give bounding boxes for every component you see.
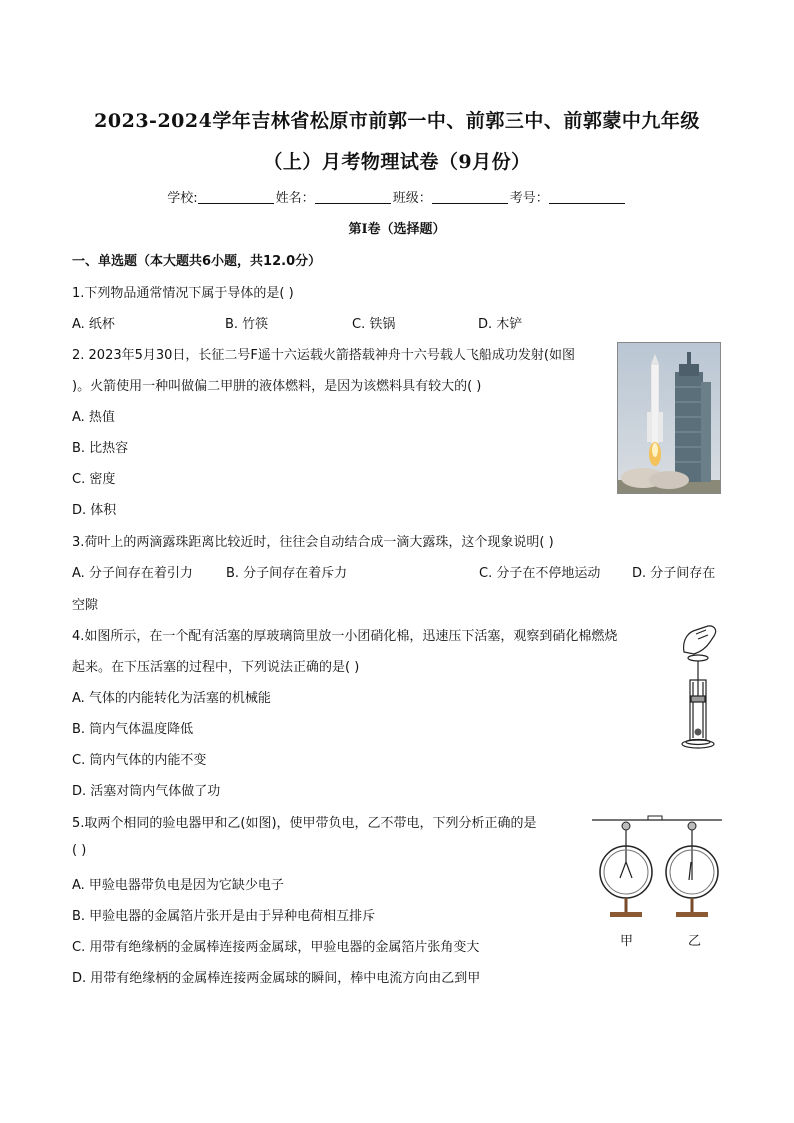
q3-option-b: B. 分子间存在着斥力: [226, 566, 348, 581]
q1-option-d: D. 木铲: [478, 317, 523, 332]
q5-stem-line1: 5.取两个相同的验电器甲和乙(如图)，使甲带负电，乙不带电，下列分析正确的是: [72, 816, 537, 831]
section-heading: 一、单选题（本大题共6小题，共12.0分）: [72, 254, 322, 269]
name-blank[interactable]: [315, 190, 391, 204]
name-label: 姓名：: [275, 191, 315, 206]
q3-stem: 3.荷叶上的两滴露珠距离比较近时，往往会自动结合成一滴大露珠，这个现象说明( ): [72, 535, 554, 550]
q2-option-c: C. 密度: [72, 472, 116, 487]
q4-option-c: C. 筒内气体的内能不变: [72, 753, 207, 768]
school-label: 学校:: [167, 191, 198, 206]
piston-cylinder-diagram: [676, 622, 722, 752]
q4-option-d: D. 活塞对筒内气体做了功: [72, 784, 221, 799]
class-label: 班级：: [392, 191, 432, 206]
exam-title-line2: （上）月考物理试卷（9月份）: [263, 151, 531, 173]
q5-stem-line2: ( ): [72, 843, 87, 858]
q5-option-a: A. 甲验电器带负电是因为它缺少电子: [72, 878, 284, 893]
student-info-row: [0, 187, 794, 206]
q3-option-c: C. 分子在不停地运动: [479, 566, 601, 581]
q4-option-a: A. 气体的内能转化为活塞的机械能: [72, 691, 271, 706]
q2-stem-line1: 2. 2023年5月30日，长征二号F遥十六运载火箭搭载神舟十六号载人飞船成功发射(如图: [72, 348, 575, 363]
q4-stem-line1: 4.如图所示，在一个配有活塞的厚玻璃筒里放一小团硝化棉，迅速压下活塞，观察到硝化棉燃烧: [72, 629, 618, 644]
q2-option-b: B. 比热容: [72, 441, 129, 456]
q2-option-a: A. 热值: [72, 410, 115, 425]
number-blank[interactable]: [549, 190, 625, 204]
q3-option-a: A. 分子间存在着引力: [72, 566, 193, 581]
electroscope-yi: [666, 822, 718, 917]
volume-heading: 第I卷（选择题）: [348, 222, 446, 237]
q4-option-b: B. 筒内气体温度降低: [72, 722, 194, 737]
q3-option-d: D. 分子间存在: [632, 566, 716, 581]
label-yi: 乙: [688, 934, 702, 949]
class-blank[interactable]: [432, 190, 508, 204]
q1-option-b: B. 竹筷: [225, 317, 269, 332]
label-jia: 甲: [620, 934, 634, 949]
electroscope-jia: [600, 822, 652, 917]
q2-option-d: D. 体积: [72, 503, 117, 518]
q3-option-d-wrap: 空隙: [72, 598, 99, 613]
electroscopes-diagram: [590, 812, 724, 930]
q4-stem-line2: 起来。在下压活塞的过程中，下列说法正确的是( ): [72, 660, 360, 675]
exam-title-line1: 2023-2024学年吉林省松原市前郭一中、前郭三中、前郭蒙中九年级: [94, 110, 700, 132]
q1-option-c: C. 铁锅: [352, 317, 396, 332]
number-label: 考号：: [509, 191, 549, 206]
rocket-launch-photo: [617, 342, 721, 494]
q5-option-c: C. 用带有绝缘柄的金属棒连接两金属球，甲验电器的金属箔片张角变大: [72, 940, 480, 955]
school-blank[interactable]: [198, 190, 274, 204]
q5-option-d: D. 用带有绝缘柄的金属棒连接两金属球的瞬间，棒中电流方向由乙到甲: [72, 971, 481, 986]
q5-option-b: B. 甲验电器的金属箔片张开是由于异种电荷相互排斥: [72, 909, 376, 924]
q1-option-a: A. 纸杯: [72, 317, 115, 332]
q2-stem-line2: )。火箭使用一种叫做偏二甲肼的液体燃料，是因为该燃料具有较大的( ): [72, 379, 482, 394]
q1-stem: 1.下列物品通常情况下属于导体的是( ): [72, 286, 294, 301]
